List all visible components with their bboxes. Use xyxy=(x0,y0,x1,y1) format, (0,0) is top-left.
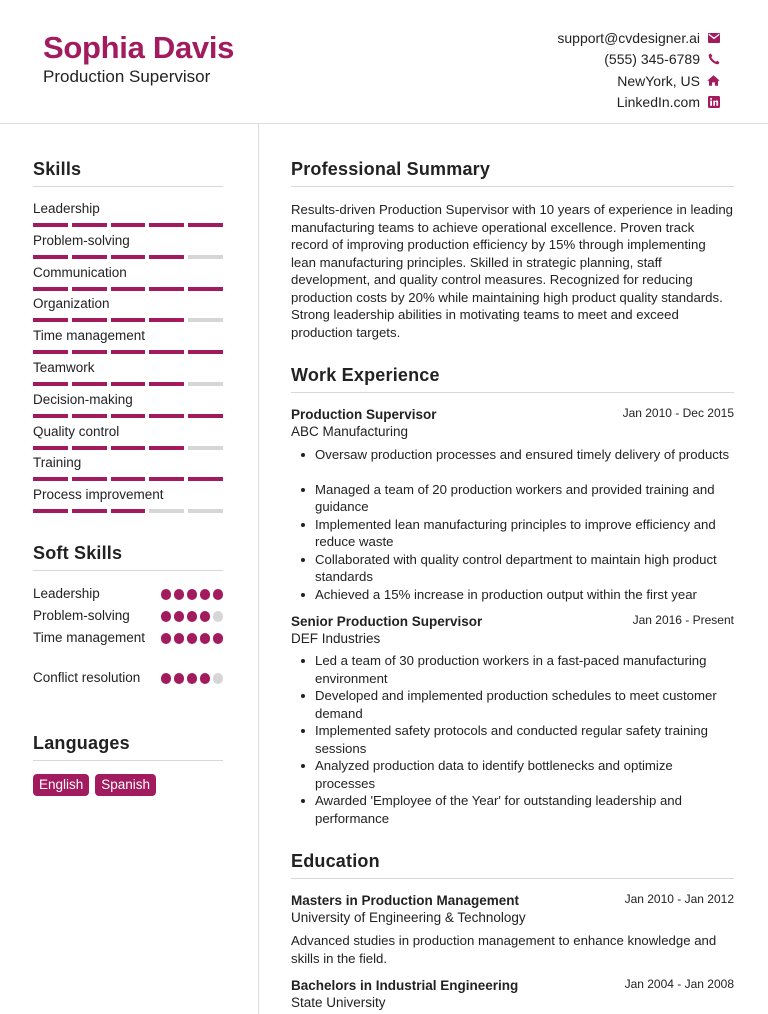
skill-level-segment xyxy=(111,477,146,481)
skill-name: Problem-solving xyxy=(33,232,130,248)
skill-level-segment xyxy=(111,223,146,227)
skill-level-segment xyxy=(33,382,68,386)
skill-level-segment xyxy=(33,414,68,418)
skill-name: Communication xyxy=(33,264,127,280)
skill-item xyxy=(33,392,223,424)
skill-level-segment xyxy=(149,382,184,386)
skill-name: Training xyxy=(33,455,82,471)
rating-dot xyxy=(174,673,185,684)
soft-skill-name: Time management xyxy=(33,630,146,645)
phone-icon xyxy=(707,53,720,66)
skill-name: Time management xyxy=(33,328,146,344)
skill-level-segment xyxy=(188,477,223,481)
rating-dot xyxy=(187,611,198,622)
job-date: Jan 2016 - Present xyxy=(632,613,734,627)
summary-heading: Professional Summary xyxy=(291,159,734,187)
skill-level-segment xyxy=(188,318,223,322)
rating-dot xyxy=(161,611,172,622)
skill-level-bar xyxy=(33,287,223,291)
job-bullet: Achieved a 15% increase in production output within the first year xyxy=(291,586,734,604)
skill-level-segment xyxy=(33,223,68,227)
education-date: Jan 2004 - Jan 2008 xyxy=(624,977,734,991)
skill-item xyxy=(33,296,223,328)
soft-skills-heading: Soft Skills xyxy=(33,543,223,571)
soft-skill-name: Leadership xyxy=(33,586,100,601)
skill-level-segment xyxy=(111,446,146,450)
job-title: Production Supervisor xyxy=(291,407,437,422)
rating-dot xyxy=(174,611,185,622)
job-bullet: Led a team of 30 production workers in a fast-paced manufacturing environment xyxy=(291,652,734,687)
skill-level-segment xyxy=(111,287,146,291)
job-bullet: Awarded 'Employee of the Year' for outstanding leadership and performance xyxy=(291,792,734,827)
languages-heading: Languages xyxy=(33,733,223,761)
soft-skill-rating xyxy=(161,611,224,622)
skill-level-bar xyxy=(33,382,223,386)
soft-skill-rating xyxy=(161,673,224,684)
skill-level-segment xyxy=(33,255,68,259)
rating-dot xyxy=(174,589,185,600)
contact-phone-text: (555) 345-6789 xyxy=(604,51,700,68)
education-date: Jan 2010 - Jan 2012 xyxy=(624,892,734,906)
skill-level-segment xyxy=(149,287,184,291)
education-header xyxy=(291,892,734,910)
contact-location-text: NewYork, US xyxy=(617,72,700,89)
rating-dot xyxy=(200,611,211,622)
skill-level-segment xyxy=(149,255,184,259)
languages-list xyxy=(33,774,156,796)
skill-level-segment xyxy=(72,477,107,481)
summary-text: Results-driven Production Supervisor with 10 years of experience in leading manufacturing teams to achieve operational excellence. Proven track record of improving production efficiency by 15% through implementing lean manufacturing principles. Skilled in strategic planning, staff development, and quality control measures. Recognized for reducing production costs by 20% while maintaining high product quality standards. Strong leadership abilities in motivating teams to meet and exceed production targets. xyxy=(291,202,734,340)
candidate-name: Sophia Davis xyxy=(43,30,235,65)
skills-heading: Skills xyxy=(33,159,223,187)
contact-linkedin-text: LinkedIn.com xyxy=(616,94,700,111)
skill-item xyxy=(33,424,223,456)
skill-level-segment xyxy=(33,350,68,354)
skill-name: Teamwork xyxy=(33,360,95,375)
skill-level-segment xyxy=(188,287,223,291)
degree-title: Bachelors in Industrial Engineering xyxy=(291,978,519,993)
rating-dot xyxy=(161,633,172,644)
skill-item xyxy=(33,233,223,265)
rating-dot xyxy=(213,589,224,600)
job-bullet: Implemented lean manufacturing principles to improve efficiency and reduce waste xyxy=(291,516,734,551)
education-heading: Education xyxy=(291,851,734,879)
skill-level-segment xyxy=(149,318,184,322)
skill-level-segment xyxy=(33,509,68,513)
skill-item xyxy=(33,328,223,360)
rating-dot xyxy=(200,589,211,600)
rating-dot xyxy=(213,633,224,644)
linkedin-icon xyxy=(707,96,720,109)
soft-skill-rating xyxy=(161,633,224,644)
skill-item xyxy=(33,265,223,297)
skill-level-segment xyxy=(188,350,223,354)
rating-dot xyxy=(200,633,211,644)
skill-item xyxy=(33,487,223,519)
soft-skill-name: Conflict resolution xyxy=(33,670,141,685)
education-description: Advanced studies in production management to enhance knowledge and skills in the field. xyxy=(291,933,717,966)
skill-level-segment xyxy=(188,255,223,259)
skill-item xyxy=(33,455,223,487)
job-bullet: Developed and implemented production schedules to meet customer demand xyxy=(291,687,734,722)
skill-level-segment xyxy=(33,318,68,322)
job-bullet: Managed a team of 20 production workers and provided training and guidance xyxy=(291,481,734,516)
skill-level-segment xyxy=(149,414,184,418)
skill-level-bar xyxy=(33,318,223,322)
soft-skill-name: Problem-solving xyxy=(33,608,130,623)
skill-level-segment xyxy=(111,255,146,259)
home-icon xyxy=(707,74,720,87)
skill-level-bar xyxy=(33,255,223,259)
experience-heading: Work Experience xyxy=(291,365,734,393)
school-name: State University xyxy=(291,995,386,1010)
language-tag: English xyxy=(33,774,89,796)
language-tag: Spanish xyxy=(95,774,156,796)
rating-dot xyxy=(200,673,211,684)
skill-level-segment xyxy=(72,350,107,354)
contact-phone[interactable] xyxy=(557,49,720,71)
job-bullets xyxy=(291,446,734,603)
skill-level-segment xyxy=(188,223,223,227)
degree-title: Masters in Production Management xyxy=(291,893,520,908)
rating-dot xyxy=(213,673,224,684)
resume-header xyxy=(0,0,768,124)
school-name: University of Engineering & Technology xyxy=(291,910,526,925)
skill-level-segment xyxy=(111,318,146,322)
skill-level-segment xyxy=(72,318,107,322)
skill-name: Process improvement xyxy=(33,487,164,503)
skill-level-segment xyxy=(111,414,146,418)
skill-level-bar xyxy=(33,509,223,513)
skill-level-segment xyxy=(149,223,184,227)
contact-location xyxy=(557,70,720,92)
candidate-role: Production Supervisor xyxy=(43,67,211,86)
skill-level-segment xyxy=(149,477,184,481)
skill-level-bar xyxy=(33,414,223,418)
job-bullet: Oversaw production processes and ensured timely delivery of products xyxy=(291,446,734,464)
soft-skill-item xyxy=(33,607,223,625)
skill-level-segment xyxy=(111,350,146,354)
rating-dot xyxy=(187,633,198,644)
rating-dot xyxy=(187,589,198,600)
job-bullet: Analyzed production data to identify bottlenecks and optimize processes xyxy=(291,757,734,792)
skill-level-segment xyxy=(111,382,146,386)
job-title: Senior Production Supervisor xyxy=(291,614,483,629)
soft-skill-item xyxy=(33,629,223,647)
rating-dot xyxy=(213,611,224,622)
job-header xyxy=(291,406,734,424)
soft-skill-item xyxy=(33,585,223,603)
skill-level-bar xyxy=(33,477,223,481)
soft-skill-item xyxy=(33,669,223,687)
skill-level-segment xyxy=(149,350,184,354)
soft-skill-rating xyxy=(161,589,224,600)
job-bullet: Implemented safety protocols and conducted regular safety training sessions xyxy=(291,722,734,757)
rating-dot xyxy=(161,673,172,684)
skill-level-bar xyxy=(33,350,223,354)
skill-level-segment xyxy=(149,446,184,450)
contact-email[interactable] xyxy=(557,27,720,49)
skill-level-bar xyxy=(33,446,223,450)
skill-level-segment xyxy=(188,414,223,418)
envelope-icon xyxy=(707,31,720,44)
skill-item xyxy=(33,360,223,392)
contact-email-text: support@cvdesigner.ai xyxy=(557,29,700,46)
contact-list xyxy=(557,27,720,113)
skill-level-segment xyxy=(72,414,107,418)
job-bullet: Collaborated with quality control department to maintain high product standards xyxy=(291,551,734,586)
skill-level-segment xyxy=(33,477,68,481)
skill-level-segment xyxy=(111,509,146,513)
skill-level-segment xyxy=(188,446,223,450)
skill-level-segment xyxy=(72,223,107,227)
job-company: ABC Manufacturing xyxy=(291,424,409,439)
skill-name: Quality control xyxy=(33,423,120,439)
skill-level-segment xyxy=(72,446,107,450)
rating-dot xyxy=(174,633,185,644)
education-header xyxy=(291,977,734,995)
rating-dot xyxy=(161,589,172,600)
skill-level-segment xyxy=(149,509,184,513)
rating-dot xyxy=(187,673,198,684)
skill-level-segment xyxy=(33,446,68,450)
skill-item xyxy=(33,201,223,233)
skill-level-segment xyxy=(72,509,107,513)
skill-name: Decision-making xyxy=(33,391,133,407)
job-bullets xyxy=(291,652,734,827)
skill-level-segment xyxy=(72,255,107,259)
skill-level-segment xyxy=(188,509,223,513)
skill-name: Leadership xyxy=(33,201,100,216)
skill-level-segment xyxy=(188,382,223,386)
job-date: Jan 2010 - Dec 2015 xyxy=(622,406,734,420)
skill-name: Organization xyxy=(33,296,110,312)
column-divider xyxy=(258,124,259,1014)
skill-level-segment xyxy=(72,382,107,386)
skill-level-segment xyxy=(33,287,68,291)
job-header xyxy=(291,613,734,631)
skill-level-segment xyxy=(72,287,107,291)
job-company: DEF Industries xyxy=(291,631,381,646)
skill-level-bar xyxy=(33,223,223,227)
contact-linkedin[interactable] xyxy=(557,92,720,114)
